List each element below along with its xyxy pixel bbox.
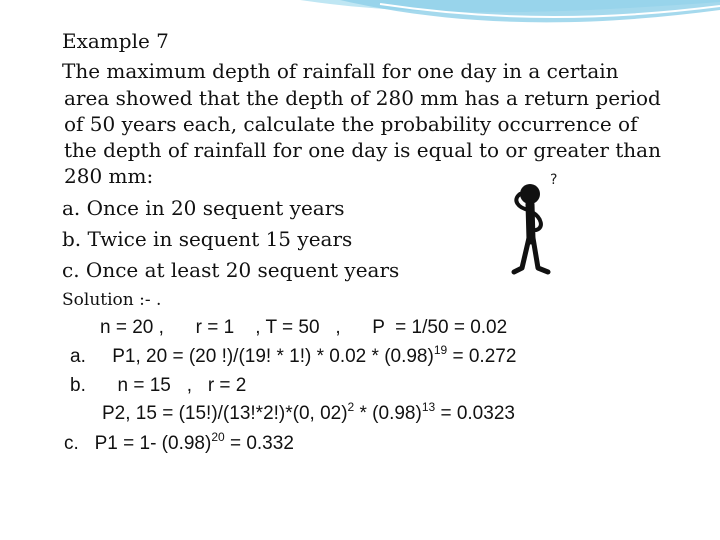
problem-line-3: of 50 years each, calculate the probability occurrence of <box>64 112 638 136</box>
solution-heading: Solution :- . <box>62 290 162 310</box>
problem-line-2: area showed that the depth of 280 mm has a return period <box>64 86 661 110</box>
solution-line-given: n = 20 , r = 1 , T = 50 , P = 1/50 = 0.02 <box>100 317 508 338</box>
option-c: c. Once at least 20 sequent years <box>62 258 400 282</box>
solution-line-b-calc: P2, 15 = (15!)/(13!*2!)*(0, $02)^2 * (0.98)^{13} = 0.0323$ <box>102 400 515 424</box>
option-b: b. Twice in sequent 15 years <box>62 227 353 251</box>
solution-line-b: b. n = 15 , r = 2 <box>70 375 247 396</box>
option-a: a. Once in 20 sequent years <box>62 196 345 220</box>
problem-line-5: 280 mm: <box>64 164 154 188</box>
example-title: Example 7 <box>62 29 169 53</box>
solution-line-a: a. P1, 20 = (20 !)/(19! * $1!) * 0.02 * (0.98)^{19} = 0.272$ <box>70 343 517 367</box>
problem-line-1: The maximum depth of rainfall for one day in a certain <box>62 59 619 83</box>
svg-text:?: ? <box>550 172 558 188</box>
problem-line-4: the depth of rainfall for one day is equal to or greater than <box>64 138 661 162</box>
thinking-person-icon <box>500 168 570 280</box>
solution-line-c: c. P1 = 1- $(0.98)^{20} = 0.332$ <box>64 430 294 454</box>
